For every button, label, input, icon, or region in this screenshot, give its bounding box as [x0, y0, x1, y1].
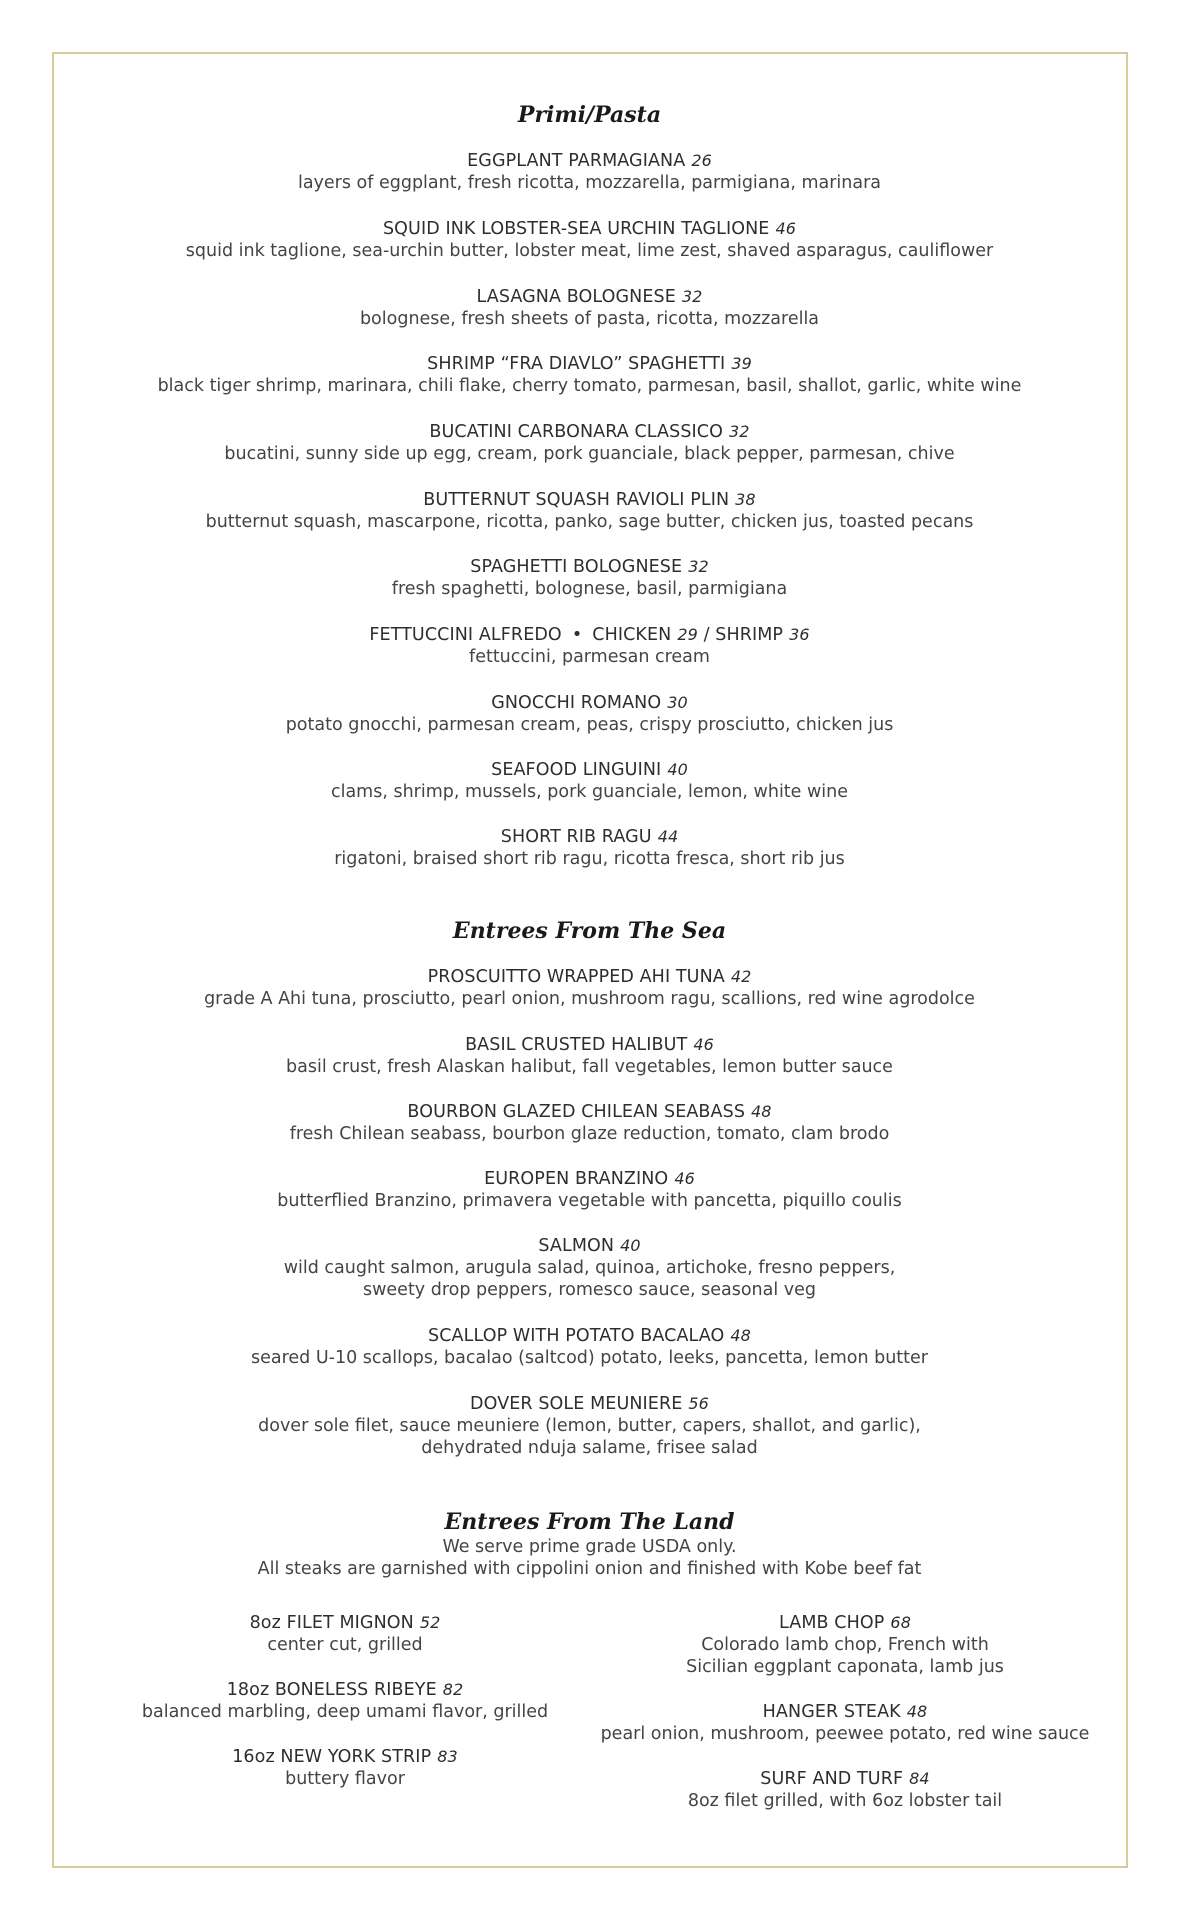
item-price: 46 — [693, 1035, 714, 1054]
land-note-2: All steaks are garnished with cippolini onion and finished with Kobe beef fat — [257, 1559, 922, 1579]
item-name: SPAGHETTI BOLOGNESE — [470, 557, 683, 577]
menu-item — [0, 421, 1179, 465]
option-chicken: CHICKEN — [592, 625, 672, 645]
item-name: 8oz FILET MIGNON — [249, 1613, 414, 1633]
item-price: 26 — [691, 151, 712, 170]
item-price: 83 — [437, 1747, 458, 1766]
item-name: 16oz NEW YORK STRIP — [232, 1747, 432, 1767]
item-description: dover sole filet, sauce meuniere (lemon, butter, capers, shallot, and garlic), — [258, 1416, 921, 1436]
item-name: BASIL CRUSTED HALIBUT — [465, 1035, 688, 1055]
item-price: 38 — [735, 490, 756, 509]
menu-item — [0, 1235, 1179, 1301]
menu-item — [0, 966, 1179, 1010]
item-price: 44 — [657, 827, 679, 846]
menu-item — [0, 489, 1179, 533]
item-name: PROSCUITTO WRAPPED AHI TUNA — [427, 967, 725, 987]
item-price: 46 — [775, 219, 797, 238]
item-description: basil crust, fresh Alaskan halibut, fall vegetables, lemon butter sauce — [286, 1057, 893, 1077]
sea-section — [0, 917, 1179, 945]
section-title-pasta: Primi/Pasta — [517, 102, 662, 128]
item-description: layers of eggplant, fresh ricotta, mozzarella, parmigiana, marinara — [297, 173, 882, 193]
menu-item-fettuccini — [0, 624, 1179, 668]
item-name: GNOCCHI ROMANO — [491, 693, 662, 713]
item-price: 68 — [890, 1613, 911, 1632]
item-description: pearl onion, mushroom, peewee potato, red wine sauce — [600, 1724, 1090, 1744]
item-description: butternut squash, mascarpone, ricotta, panko, sage butter, chicken jus, toasted pecans — [205, 512, 974, 532]
menu-item — [0, 759, 1179, 803]
land-note-1: We serve prime grade USDA only. — [442, 1537, 737, 1557]
menu-item — [0, 556, 1179, 600]
item-description: black tiger shrimp, marinara, chili flake, cherry tomato, parmesan, basil, shallot, garlic, white wine — [157, 376, 1022, 396]
menu-item — [0, 150, 1179, 194]
section-title-land: Entrees From The Land — [444, 1509, 735, 1535]
item-price: 56 — [688, 1394, 709, 1413]
item-price: 40 — [667, 760, 688, 779]
land-right-column — [590, 1612, 1100, 1812]
item-description: wild caught salmon, arugula salad, quinoa, artichoke, fresno peppers, — [283, 1258, 896, 1278]
item-name: LAMB CHOP — [779, 1613, 885, 1633]
item-description: grade A Ahi tuna, prosciutto, pearl onion, mushroom ragu, scallions, red wine agrodolce — [204, 989, 975, 1009]
item-price: 40 — [620, 1236, 641, 1255]
item-name: SEAFOOD LINGUINI — [491, 760, 662, 780]
item-description-line2: dehydrated nduja salame, frisee salad — [421, 1438, 758, 1458]
item-name: SHRIMP “FRA DIAVLO” SPAGHETTI — [427, 354, 726, 374]
item-description: butterflied Branzino, primavera vegetable with pancetta, piquillo coulis — [277, 1191, 902, 1211]
item-description: potato gnocchi, parmesan cream, peas, crispy prosciutto, chicken jus — [285, 715, 894, 735]
item-name: BUTTERNUT SQUASH RAVIOLI PLIN — [423, 490, 730, 510]
menu-item — [0, 286, 1179, 330]
item-name: BUCATINI CARBONARA CLASSICO — [429, 422, 724, 442]
item-price: 32 — [681, 287, 703, 306]
menu-item — [0, 826, 1179, 870]
item-price: 48 — [730, 1326, 751, 1345]
item-name: SHORT RIB RAGU — [500, 827, 652, 847]
item-name: SURF AND TURF — [760, 1769, 904, 1789]
menu-item — [0, 1325, 1179, 1369]
item-price: 52 — [419, 1613, 441, 1632]
item-description: rigatoni, braised short rib ragu, ricotta fresca, short rib jus — [334, 849, 845, 869]
menu-item — [125, 1679, 565, 1723]
menu-item — [590, 1612, 1100, 1678]
item-name: 18oz BONELESS RIBEYE — [226, 1680, 437, 1700]
item-description: seared U-10 scallops, bacalao (saltcod) potato, leeks, pancetta, lemon butter — [251, 1348, 928, 1368]
option-separator: / — [703, 625, 710, 645]
menu-item — [590, 1701, 1100, 1745]
separator-dot: • — [571, 625, 583, 645]
option-shrimp: SHRIMP — [715, 625, 784, 645]
item-description: bucatini, sunny side up egg, cream, pork guanciale, black pepper, parmesan, chive — [224, 444, 955, 464]
item-description: fresh spaghetti, bolognese, basil, parmigiana — [391, 579, 788, 599]
item-name: EGGPLANT PARMAGIANA — [467, 151, 686, 171]
item-price: 32 — [729, 422, 750, 441]
item-name: BOURBON GLAZED CHILEAN SEABASS — [407, 1102, 746, 1122]
item-name: SQUID INK LOBSTER-SEA URCHIN TAGLIONE — [382, 219, 770, 239]
menu-item — [590, 1768, 1100, 1812]
item-description-line2: Sicilian eggplant caponata, lamb jus — [686, 1657, 1004, 1677]
menu-item — [0, 1034, 1179, 1078]
item-description: clams, shrimp, mussels, pork guanciale, lemon, white wine — [330, 782, 849, 802]
menu-item — [125, 1612, 565, 1656]
item-price: 48 — [906, 1702, 928, 1721]
menu-item — [0, 353, 1179, 397]
item-description: bolognese, fresh sheets of pasta, ricotta, mozzarella — [359, 309, 820, 329]
menu-item — [125, 1746, 565, 1790]
item-name: SALMON — [538, 1236, 615, 1256]
menu-item — [0, 218, 1179, 262]
item-price: 36 — [789, 625, 810, 644]
item-name: SCALLOP WITH POTATO BACALAO — [428, 1326, 725, 1346]
item-name: HANGER STEAK — [762, 1702, 901, 1722]
item-price: 82 — [442, 1680, 464, 1699]
menu-item — [0, 692, 1179, 736]
item-name: LASAGNA BOLOGNESE — [476, 287, 676, 307]
item-description: buttery flavor — [285, 1769, 405, 1789]
menu-item — [0, 1393, 1179, 1459]
menu-item — [0, 1101, 1179, 1145]
item-price: 42 — [730, 967, 752, 986]
item-price: 30 — [667, 693, 688, 712]
item-price: 39 — [731, 354, 752, 373]
section-title-sea: Entrees From The Sea — [452, 918, 727, 944]
item-description: fettuccini, parmesan cream — [469, 647, 710, 667]
item-price: 48 — [751, 1102, 772, 1121]
item-description: 8oz filet grilled, with 6oz lobster tail — [687, 1791, 1003, 1811]
item-name: DOVER SOLE MEUNIERE — [470, 1394, 683, 1414]
land-section — [0, 1508, 1179, 1580]
item-price: 32 — [688, 557, 709, 576]
item-description: center cut, grilled — [267, 1635, 423, 1655]
menu-item — [0, 1168, 1179, 1212]
item-description: fresh Chilean seabass, bourbon glaze reduction, tomato, clam brodo — [289, 1124, 890, 1144]
item-description: Colorado lamb chop, French with — [701, 1635, 989, 1655]
item-name: FETTUCCINI ALFREDO — [369, 625, 562, 645]
pasta-section — [0, 101, 1179, 129]
item-description: squid ink taglione, sea-urchin butter, lobster meat, lime zest, shaved asparagus, cauliflower — [185, 241, 994, 261]
land-left-column — [125, 1612, 565, 1790]
item-description-line2: sweety drop peppers, romesco sauce, seasonal veg — [362, 1280, 817, 1300]
item-price: 84 — [909, 1769, 930, 1788]
item-price: 29 — [677, 625, 698, 644]
item-price: 46 — [674, 1169, 695, 1188]
item-description: balanced marbling, deep umami flavor, grilled — [141, 1702, 549, 1722]
item-name: EUROPEN BRANZINO — [484, 1169, 669, 1189]
